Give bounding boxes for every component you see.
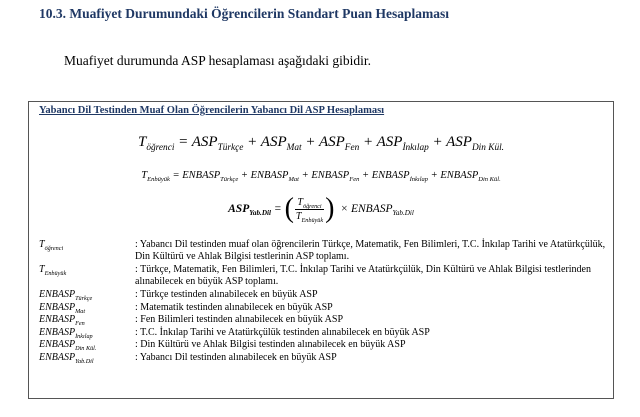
definition-description: : Matematik testinden alınabilecek en büyük ASP (135, 301, 333, 313)
eq3-lhs: $ASP_{Yab.Dil}$ = (228, 203, 282, 218)
eq3-fraction: ( $\frac{T_{öğrenci}}{T_{Enbüyük}}$ ) (284, 193, 335, 224)
definition-row (39, 352, 609, 364)
definition-description: : Türkçe testinden alınabilecek en büyük ASP (135, 289, 318, 300)
definition-row (39, 327, 609, 339)
definition-row (39, 289, 609, 301)
eq3-denominator: $T_{Enbüyük}$ (295, 210, 324, 224)
eq3-numerator: $T_{öğrenci}$ (297, 196, 322, 210)
definition-description: : Yabancı Dil testinden muaf olan öğrencilerin Türkçe, Matematik, Fen Bilimleri, T.C. İnkılap Tarihi ve Atatürkçülük, Din Kültürü ve Ahlak Bilgisi testlerinin ASP toplamı. (135, 239, 606, 262)
definition-term: $ENBASP_{Yab.Dil}$ (39, 351, 94, 365)
definition-term: $ENBASP_{Mat}$ (39, 301, 86, 315)
section-heading: 10.3. Muafiyet Durumundaki Öğrencilerin Standart Puan Hesaplaması (39, 6, 450, 21)
formula-box (28, 101, 614, 399)
eq1-term: $ASP_{Din Kül.}$ (446, 134, 504, 154)
eq1-lhs: $T_{öğrenci}$ (138, 134, 175, 154)
definition-term: $T_{Enbüyük}$ (39, 264, 67, 277)
definition-description: : Fen Bilimleri testinden alınabilecek en büyük ASP (135, 314, 344, 325)
eq2-term: $ENBASP_{Fen}$ (311, 170, 360, 183)
eq2-term: $ENBASP_{Mat}$ (250, 170, 299, 183)
box-title: Yabancı Dil Testinden Muaf Olan Öğrencilerin Yabancı Dil ASP Hesaplaması (39, 105, 385, 116)
eq3-rhs: × $ENBASP_{Yab.Dil}$ (337, 203, 414, 218)
intro-text: Muafiyet durumunda ASP hesaplaması aşağıdaki gibidir. (64, 53, 371, 68)
eq1-term: $ASP_{Türkçe}$ (191, 134, 244, 154)
definitions-list (39, 239, 609, 364)
equation-t-enbuyuk: $T_{Enbüyük}$ = $ENBASP_{Türkçe}$ + $ENBASP_{Mat}$ + $ENBASP_{Fen}$ + $ENBASP_{İnkılap}$ + $ENBASP_{Din Kül.}$ (141, 170, 501, 183)
eq1-term: $ASP_{İnkılap}$ (376, 134, 429, 154)
definition-row (39, 239, 609, 263)
definition-term: $ENBASP_{Din Kül.}$ (39, 339, 97, 352)
eq1-term: $ASP_{Mat}$ (260, 134, 302, 154)
definition-description: : Yabancı Dil testinden alınabilecek en büyük ASP (135, 351, 337, 363)
definition-row (39, 339, 609, 351)
definition-description: : T.C. İnkılap Tarihi ve Atatürkçülük testinden alınabilecek en büyük ASP (135, 326, 430, 338)
definition-description: : Türkçe, Matematik, Fen Bilimleri, T.C. İnkılap Tarihi ve Atatürkçülük, Din Kültürü ve Ahlak Bilgisi testlerinden alınabilecek en büyük ASP toplamı. (135, 264, 591, 287)
equation-t-ogrenci: $T_{öğrenci} = ASP_{Türkçe} + ASP_{Mat} + ASP_{Fen} + ASP_{İnkılap} + ASP_{Din Kül.}$ (138, 134, 504, 154)
eq2-lhs: $T_{Enbüyük}$ (141, 170, 170, 183)
definition-term: $T_{öğrenci}$ (39, 239, 64, 252)
definition-term: $ENBASP_{İnkılap}$ (39, 326, 93, 340)
eq1-term: $ASP_{Fen}$ (318, 134, 360, 154)
definition-row (39, 264, 609, 288)
definition-row (39, 314, 609, 326)
definition-term: $ENBASP_{Fen}$ (39, 314, 85, 327)
definition-term: $ENBASP_{Türkçe}$ (39, 289, 93, 302)
definition-row (39, 302, 609, 314)
definition-description: : Din Kültürü ve Ahlak Bilgisi testinden alınabilecek en büyük ASP (135, 339, 406, 350)
eq2-term: $ENBASP_{İnkılap}$ (371, 170, 429, 183)
equation-asp-yab-dil (29, 195, 613, 223)
eq2-term: $ENBASP_{Din Kül.}$ (440, 170, 501, 183)
eq2-term: $ENBASP_{Türkçe}$ (182, 170, 239, 183)
